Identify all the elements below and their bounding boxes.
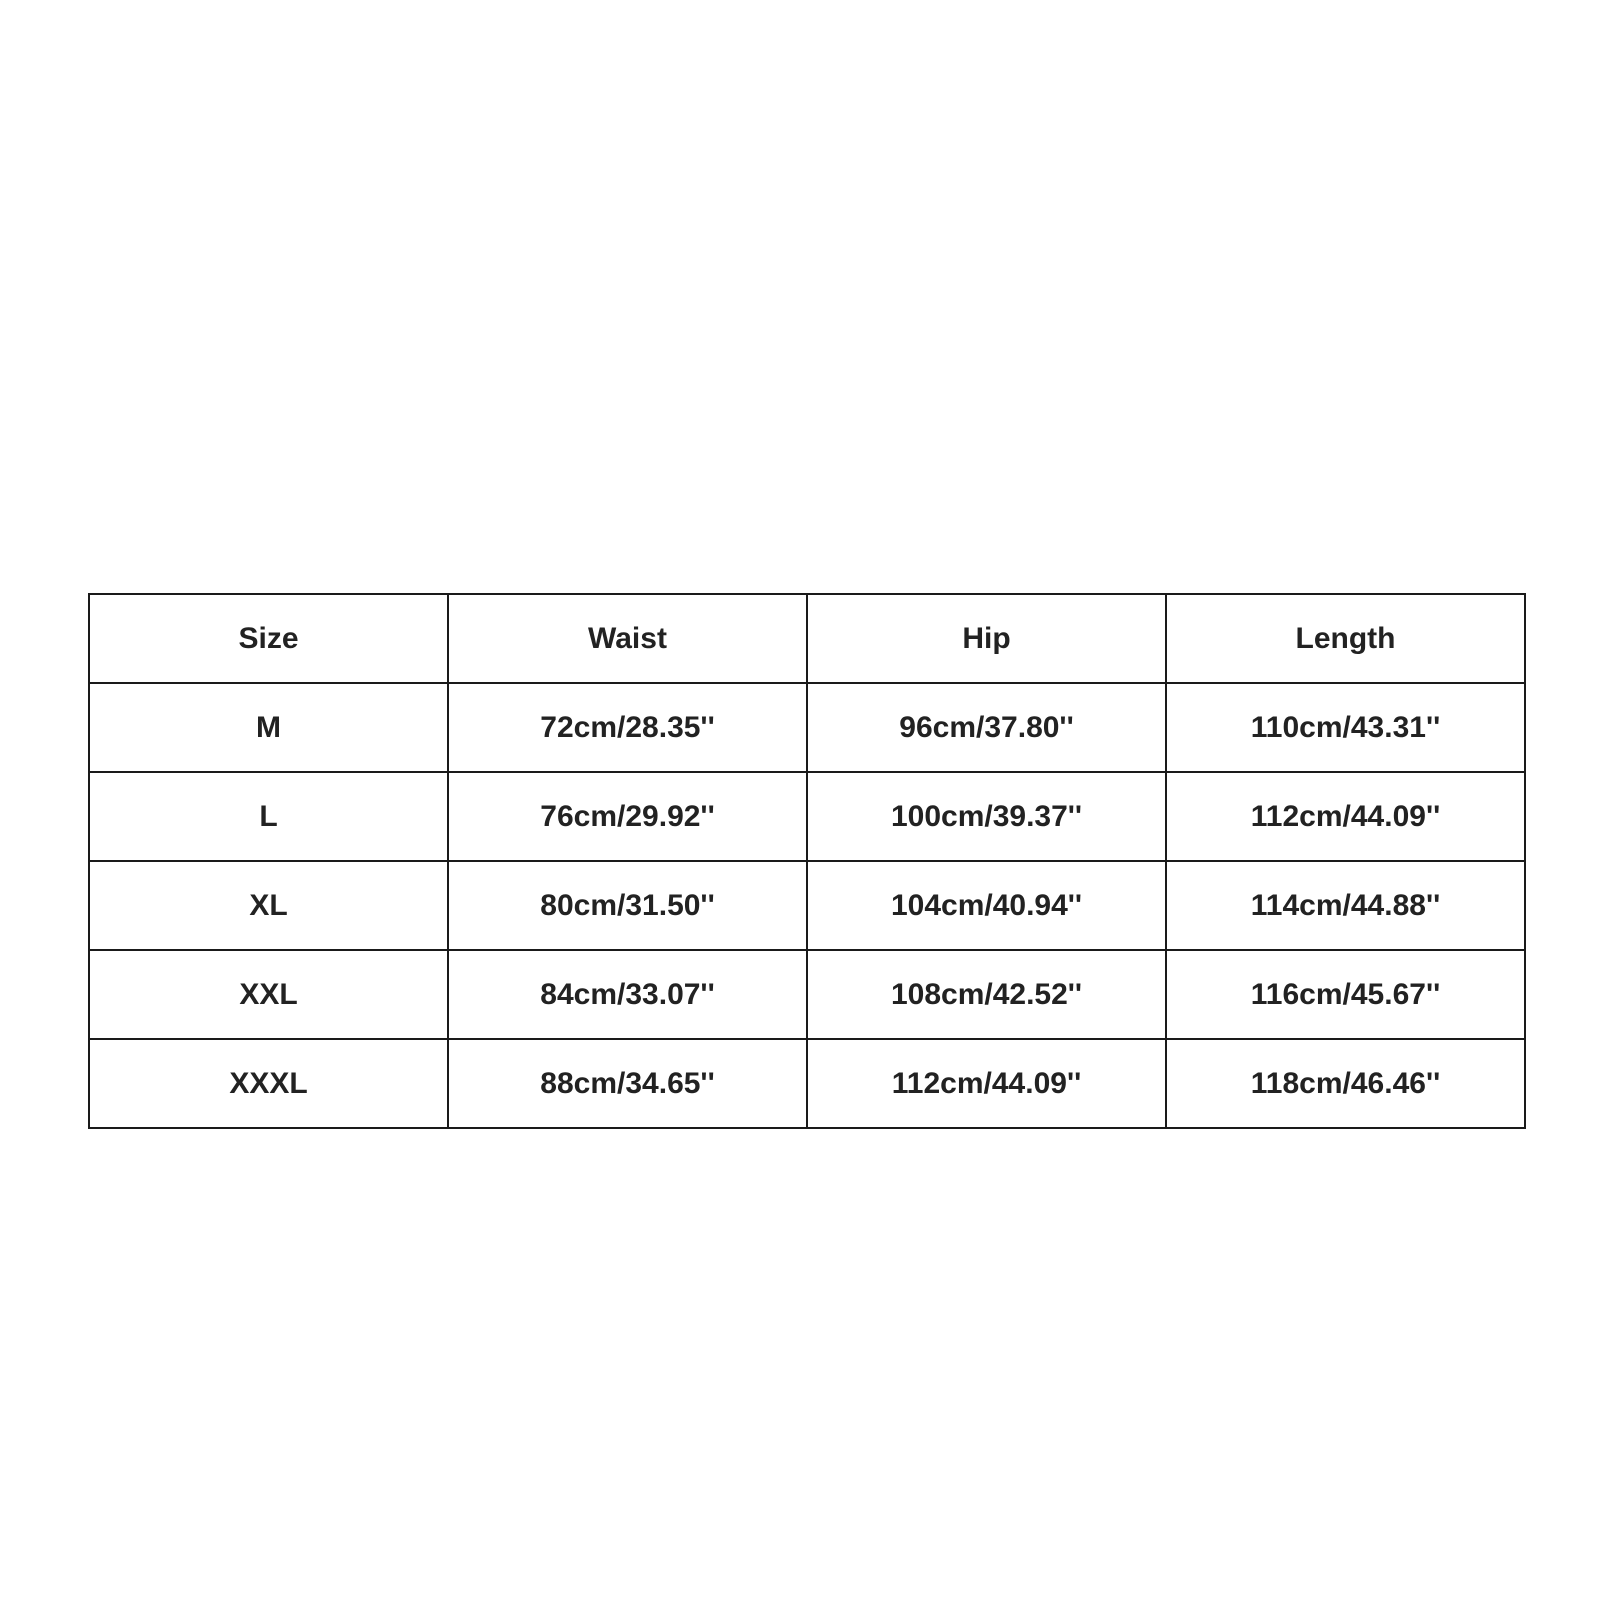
header-waist: Waist: [448, 594, 807, 683]
table-row: [89, 683, 1525, 772]
cell-size: L: [89, 772, 448, 861]
cell-hip: 112cm/44.09'': [807, 1039, 1166, 1128]
header-row: [89, 594, 1525, 683]
cell-length: 112cm/44.09'': [1166, 772, 1525, 861]
cell-length: 114cm/44.88'': [1166, 861, 1525, 950]
cell-hip: 108cm/42.52'': [807, 950, 1166, 1039]
header-size: Size: [89, 594, 448, 683]
cell-size: M: [89, 683, 448, 772]
table-body: [89, 683, 1525, 1128]
cell-waist: 76cm/29.92'': [448, 772, 807, 861]
header-length: Length: [1166, 594, 1525, 683]
cell-waist: 72cm/28.35'': [448, 683, 807, 772]
cell-length: 116cm/45.67'': [1166, 950, 1525, 1039]
cell-hip: 104cm/40.94'': [807, 861, 1166, 950]
table-row: [89, 772, 1525, 861]
table-row: [89, 950, 1525, 1039]
cell-size: XL: [89, 861, 448, 950]
table-row: [89, 1039, 1525, 1128]
cell-waist: 80cm/31.50'': [448, 861, 807, 950]
cell-size: XXXL: [89, 1039, 448, 1128]
cell-waist: 88cm/34.65'': [448, 1039, 807, 1128]
header-hip: Hip: [807, 594, 1166, 683]
table-row: [89, 861, 1525, 950]
cell-length: 110cm/43.31'': [1166, 683, 1525, 772]
table-header: [89, 594, 1525, 683]
cell-hip: 100cm/39.37'': [807, 772, 1166, 861]
cell-waist: 84cm/33.07'': [448, 950, 807, 1039]
cell-length: 118cm/46.46'': [1166, 1039, 1525, 1128]
size-chart-table: [88, 593, 1526, 1129]
cell-size: XXL: [89, 950, 448, 1039]
cell-hip: 96cm/37.80'': [807, 683, 1166, 772]
